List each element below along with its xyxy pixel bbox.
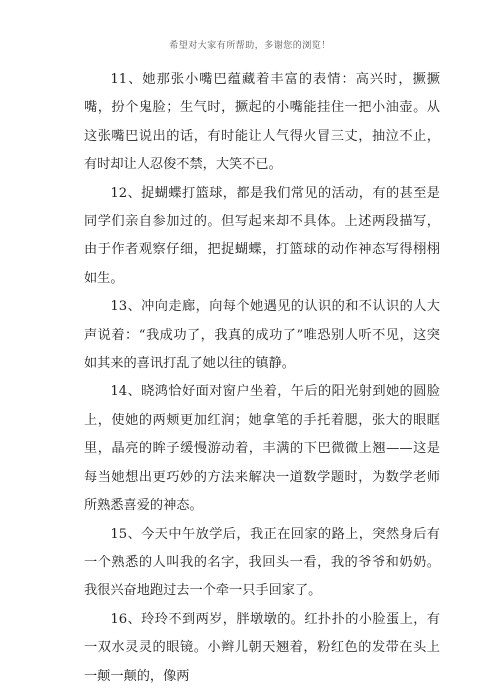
header-note: 希望对大家有所帮助，多谢您的浏览！: [169, 41, 331, 51]
document-body: [84, 66, 440, 691]
paragraph-15: 15、今天中午放学后，我正在回家的路上，突然身后有一个熟悉的人叫我的名字，我回头一看，我的爷爷和奶奶。我很兴奋地跑过去一个牵一只手回家了。: [84, 526, 440, 599]
paragraph-16: 16、玲玲不到两岁，胖墩墩的。红扑扑的小脸蛋上，有一双水灵灵的眼镜。小辫儿朝天翘着，粉红色的发带在头上一颠一颠的，像两: [84, 611, 440, 684]
paragraph-12: 12、捉蝴蝶打篮球，都是我们常见的活动，有的甚至是同学们亲自参加过的。但写起来却不具体。上述两段描写，由于作者观察仔细，把捉蝴蝶，打篮球的动作神态写得栩栩如生。: [84, 185, 440, 286]
paragraph-14: 14、晓鸿恰好面对窗户坐着，午后的阳光射到她的圆脸上，使她的两颊更加红润；她拿笔的手托着腮，张大的眼眶里，晶亮的眸子缓慢游动着，丰满的下巴微微上翘——这是每当她想出更巧妙的方法来解决一道数学题时，为数学老师所熟悉喜爱的神态。: [84, 384, 440, 514]
paragraph-13: 13、冲向走廊，向每个她遇见的认识的和不认识的人大声说着：“我成功了，我真的成功了”唯恐别人听不见，这突如其来的喜讯打乱了她以往的镇静。: [84, 299, 440, 372]
paragraph-11: 11、她那张小嘴巴蕴藏着丰富的表情：高兴时，撅撅嘴，扮个鬼脸；生气时，撅起的小嘴能挂住一把小油壶。从这张嘴巴说出的话，有时能让人气得火冒三丈，抽泣不止，有时却让人忍俊不禁，大笑不已。: [84, 72, 440, 173]
